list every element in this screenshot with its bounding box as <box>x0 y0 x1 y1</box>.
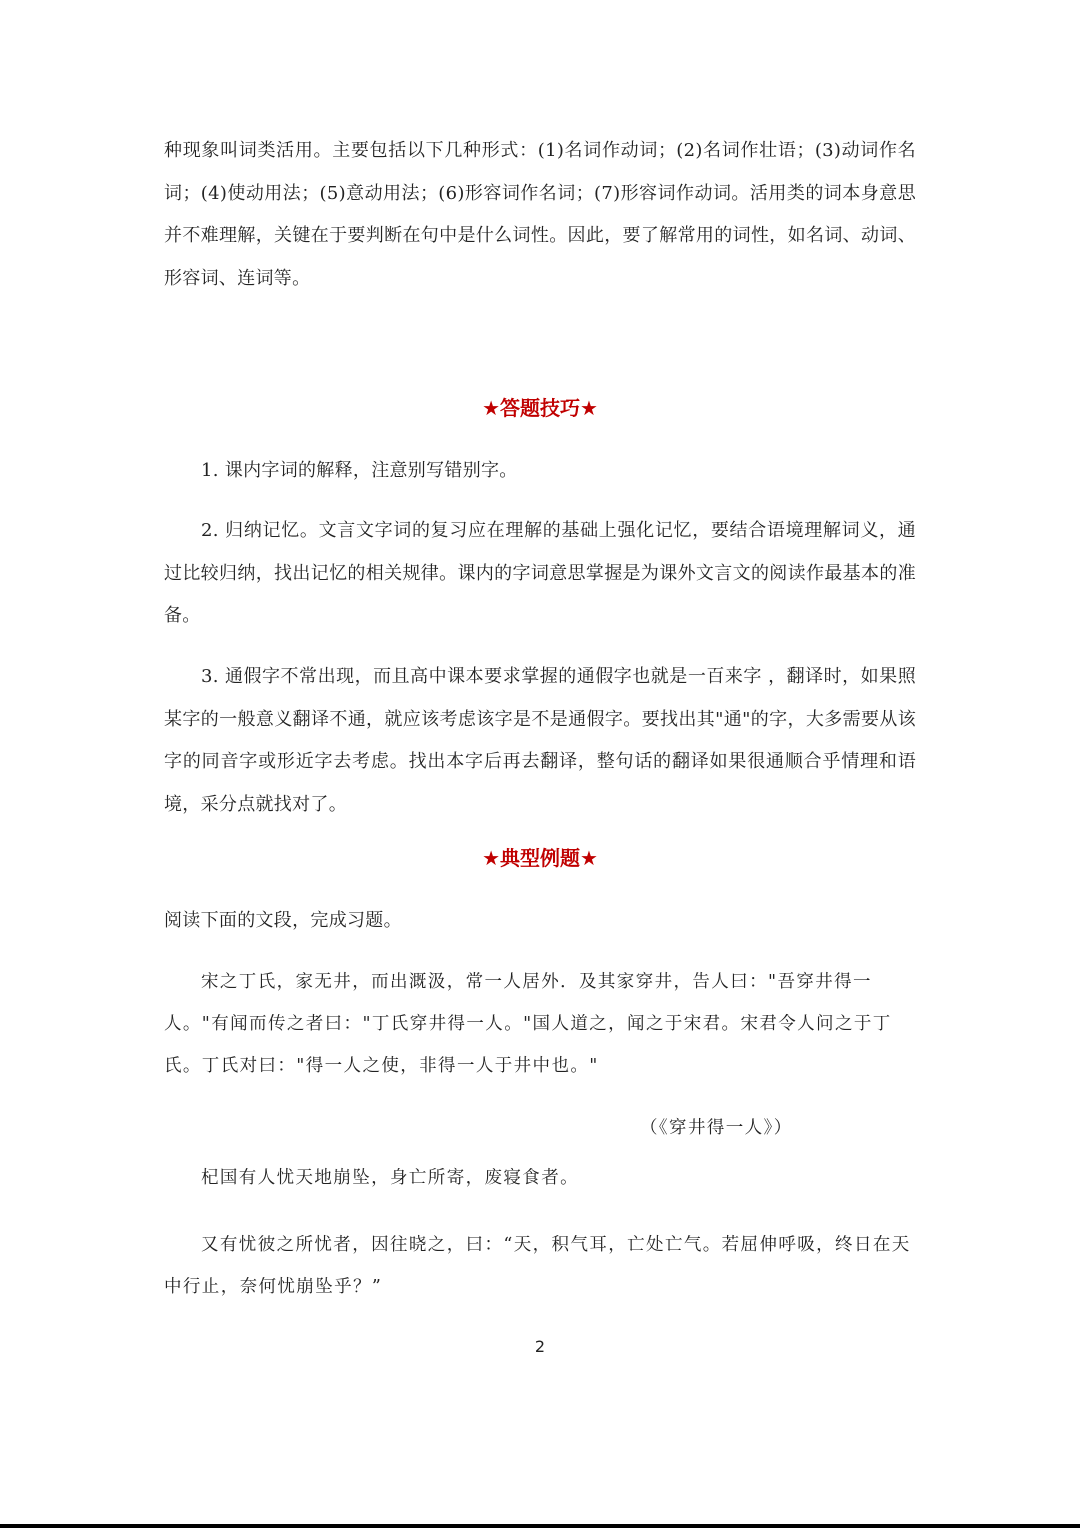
tips-heading: ★答题技巧★ <box>482 396 598 420</box>
exercise-instruction: 阅读下面的文段，完成习题。 <box>164 910 402 931</box>
passage-source: （《穿井得一人》） <box>640 1118 793 1138</box>
tip-item-3: 3. 通假字不常出现，而且高中课本要求掌握的通假字也就是一百来字 ，翻译时，如果照某字的一般意义翻译不通，就应该考虑该字是不是通假字。要找出其"通"的字，大多需要从该字的同音字或形近字去考虑。找出本字后再去翻译，整句话的翻译如果很通顺合乎情理和语境，采分点就找对了。 <box>164 666 916 815</box>
tip-item-1: 1. 课内字词的解释，注意别写错别字。 <box>201 460 518 481</box>
passage-chuanjing: 宋之丁氏，家无井，而出溉汲，常一人居外．及其家穿井，告人曰："吾穿井得一人。"有闻而传之者曰："丁氏穿井得一人。"国人道之，闻之于宋君。宋君令人问之于丁氏。丁氏对曰："得一人之使，非得一人于井中也。" <box>164 972 892 1076</box>
bottom-border <box>0 1524 1080 1528</box>
examples-heading: ★典型例题★ <box>482 846 598 870</box>
tip-item-2: 2. 归纳记忆。文言文字词的复习应在理解的基础上强化记忆，要结合语境理解词义，通过比较归纳，找出记忆的相关规律。课内的字词意思掌握是为课外文言文的阅读作最基本的准备。 <box>164 520 916 626</box>
passage-qiren-2: 又有忧彼之所忧者，因往晓之，曰：“天，积气耳，亡处亡气。若屈伸呼吸，终日在天中行止，奈何忧崩坠乎？” <box>164 1235 911 1297</box>
passage-qiren-1: 杞国有人忧天地崩坠，身亡所寄，废寝食者。 <box>201 1168 579 1188</box>
intro-paragraph: 种现象叫词类活用。主要包括以下几种形式：(1)名词作动词；(2)名词作壮语；(3)动词作名词；(4)使动用法；(5)意动用法；(6)形容词作名词；(7)形容词作动词。活用类的词本身意思并不难理解，关键在于要判断在句中是什么词性。因此，要了解常用的词性，如名词、动词、形容词、连词等。 <box>164 140 916 289</box>
page-number: 2 <box>534 1337 546 1356</box>
